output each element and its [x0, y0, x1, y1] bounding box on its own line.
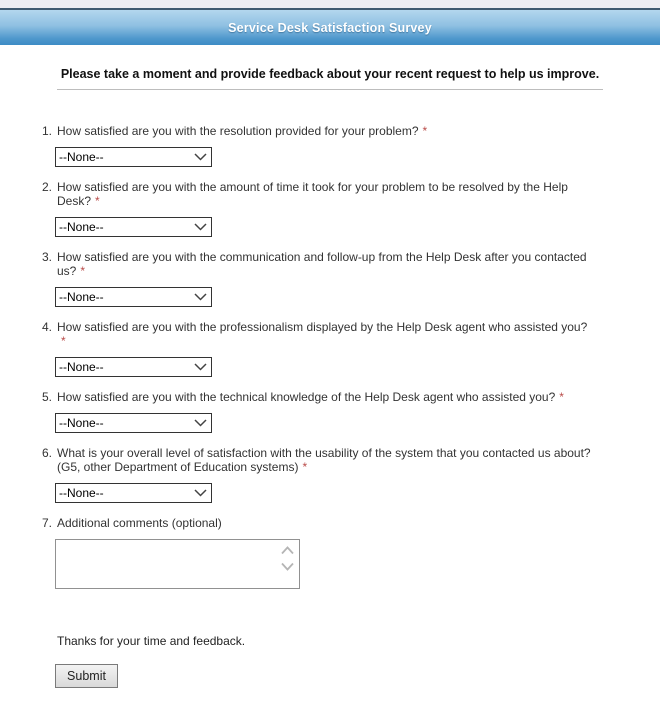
- question-5-select-wrap: [55, 413, 212, 433]
- question-4-text: [57, 320, 592, 348]
- required-asterisk: *: [302, 460, 308, 474]
- question-1-number: 1.: [42, 124, 53, 138]
- question-7-number: 7.: [42, 516, 53, 530]
- comments-textarea-wrap: [55, 539, 300, 592]
- question-6-text-body: What is your overall level of satisfaction with the usability of the system that you contacted us about? (G5, other Department of Education systems): [57, 446, 591, 474]
- question-4-text-body: How satisfied are you with the professionalism displayed by the Help Desk agent who assisted you?: [57, 320, 588, 334]
- question-4-number: 4.: [42, 320, 53, 334]
- question-5-text-body: How satisfied are you with the technical knowledge of the Help Desk agent who assisted you?: [57, 390, 556, 404]
- question-3-select[interactable]: [55, 287, 212, 307]
- required-asterisk: *: [559, 390, 564, 404]
- question-6-select[interactable]: [55, 483, 212, 503]
- page-title: Service Desk Satisfaction Survey: [228, 20, 432, 35]
- question-5-select[interactable]: [55, 413, 212, 433]
- question-2-select[interactable]: [55, 217, 212, 237]
- submit-button[interactable]: Submit: [55, 664, 118, 688]
- intro-section: [0, 67, 660, 90]
- required-asterisk: *: [61, 334, 66, 348]
- question-6-select-wrap: [55, 483, 212, 503]
- question-2-text-body: How satisfied are you with the amount of time it took for your problem to be resolved by the Help Desk?: [57, 180, 568, 208]
- question-7-text-body: Additional comments (optional): [57, 516, 222, 530]
- question-3-label: [42, 250, 594, 278]
- question-2-select-wrap: [55, 217, 212, 237]
- question-4-select[interactable]: [55, 357, 212, 377]
- question-2-number: 2.: [42, 180, 53, 194]
- question-block-6: [42, 446, 594, 503]
- page-top-strip: [0, 0, 660, 8]
- question-1-text-body: How satisfied are you with the resolution provided for your problem?: [57, 124, 419, 138]
- question-3-text-body: How satisfied are you with the communication and follow-up from the Help Desk after you contacted us?: [57, 250, 587, 278]
- question-6-text: [57, 446, 592, 474]
- question-2-label: [42, 180, 594, 208]
- question-4-label: [42, 320, 594, 348]
- question-3-text: [57, 250, 592, 278]
- required-asterisk: *: [80, 264, 86, 278]
- comments-textarea[interactable]: [55, 539, 300, 589]
- question-1-select[interactable]: [55, 147, 212, 167]
- question-6-label: [42, 446, 594, 474]
- question-block-5: [42, 390, 594, 433]
- question-block-4: [42, 320, 594, 377]
- thanks-text: Thanks for your time and feedback.: [57, 634, 246, 648]
- question-3-select-wrap: [55, 287, 212, 307]
- question-7-text: [57, 516, 222, 530]
- question-5-label: [42, 390, 594, 404]
- question-3-number: 3.: [42, 250, 53, 264]
- question-block-2: [42, 180, 594, 237]
- question-5-number: 5.: [42, 390, 53, 404]
- intro-text: Please take a moment and provide feedback about your recent request to help us improve.: [57, 67, 603, 90]
- question-block-7: [42, 516, 594, 592]
- question-block-3: [42, 250, 594, 307]
- question-6-number: 6.: [42, 446, 53, 460]
- question-7-label: [42, 516, 594, 530]
- question-1-label: [42, 124, 594, 138]
- question-1-select-wrap: [55, 147, 212, 167]
- question-4-select-wrap: [55, 357, 212, 377]
- required-asterisk: *: [422, 124, 428, 138]
- question-block-1: [42, 124, 594, 167]
- required-asterisk: *: [95, 194, 100, 208]
- survey-form: [42, 124, 594, 688]
- question-2-text: [57, 180, 592, 208]
- question-1-text: [57, 124, 427, 138]
- survey-header-bar: [0, 8, 660, 45]
- question-5-text: [57, 390, 564, 404]
